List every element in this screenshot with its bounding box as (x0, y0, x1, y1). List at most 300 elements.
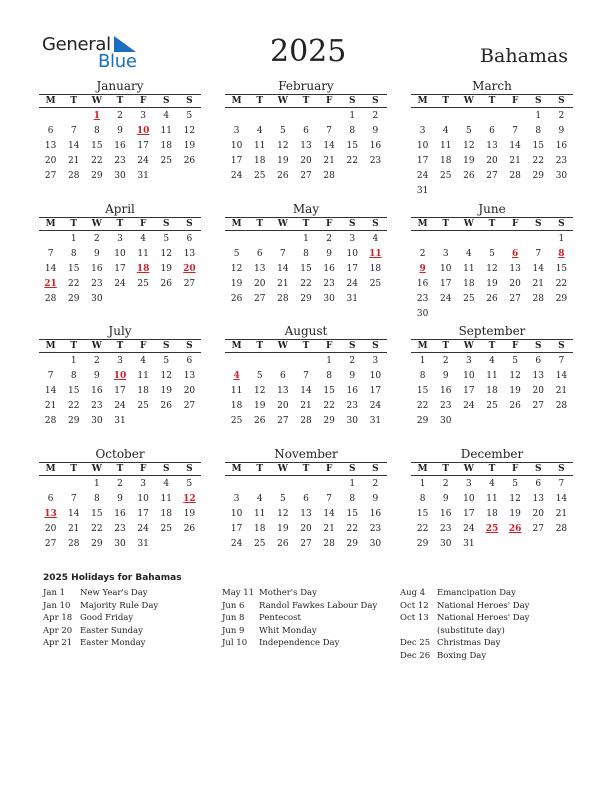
holiday-entry (43, 587, 213, 600)
holiday-date-cell: 11 (369, 248, 382, 259)
weekday-header: S (364, 340, 387, 353)
month-june (411, 202, 573, 321)
empty-cell (480, 231, 503, 247)
holiday-date-cell: 9 (419, 263, 426, 274)
empty-cell (457, 108, 480, 124)
empty-cell (318, 476, 341, 492)
empty-cell (39, 108, 62, 124)
date-cell: 15 (532, 140, 544, 151)
date-cell: 19 (160, 263, 172, 274)
date-cell: 26 (160, 400, 172, 411)
empty-cell (550, 183, 573, 198)
date-cell: 26 (486, 293, 498, 304)
week-row (39, 231, 201, 247)
holiday-entry (400, 600, 575, 613)
date-cell: 3 (140, 110, 146, 121)
date-cell: 5 (186, 110, 193, 121)
week-row (39, 353, 201, 369)
empty-cell (527, 231, 550, 247)
month-october (39, 447, 201, 551)
empty-cell (178, 168, 201, 183)
date-cell: 2 (558, 110, 565, 121)
date-cell: 1 (349, 478, 356, 489)
date-cell: 12 (509, 493, 521, 504)
holiday-entry (222, 625, 392, 638)
empty-cell (271, 231, 294, 247)
week-row (39, 413, 201, 428)
date-cell: 8 (303, 248, 309, 259)
date-cell: 14 (277, 263, 289, 274)
date-cell: 5 (256, 370, 263, 381)
week-row (411, 398, 573, 413)
date-cell: 24 (463, 523, 475, 534)
empty-cell (62, 108, 85, 124)
empty-cell (132, 291, 155, 306)
date-cell: 1 (326, 355, 332, 366)
date-cell: 15 (323, 385, 335, 396)
date-cell: 29 (416, 538, 429, 549)
week-row (225, 368, 387, 383)
date-cell: 22 (532, 155, 544, 166)
holiday-name: New Year's Day (80, 588, 148, 598)
date-cell: 25 (160, 523, 172, 534)
date-cell: 6 (535, 478, 542, 489)
date-cell: 9 (349, 370, 356, 381)
weekday-header: M (39, 218, 62, 231)
holiday-date-cell: 13 (44, 508, 57, 519)
date-cell: 19 (509, 508, 521, 519)
weekday-header: W (271, 340, 294, 353)
weekday-header: T (62, 340, 85, 353)
date-cell: 22 (91, 155, 103, 166)
date-cell: 20 (44, 155, 57, 166)
date-cell: 1 (558, 233, 565, 244)
date-cell: 7 (70, 493, 77, 504)
holiday-date-cell: 21 (44, 278, 57, 289)
empty-cell (480, 306, 503, 321)
date-cell: 13 (509, 263, 521, 274)
date-cell: 19 (253, 400, 266, 411)
date-cell: 5 (279, 493, 286, 504)
date-cell: 9 (117, 493, 123, 504)
date-cell: 27 (277, 415, 289, 426)
holiday-name: Randol Fawkes Labour Day (259, 600, 378, 611)
date-cell: 11 (439, 140, 452, 151)
date-cell: 27 (183, 278, 196, 289)
empty-cell (225, 353, 248, 369)
date-cell: 28 (277, 293, 289, 304)
date-cell: 18 (369, 263, 382, 274)
week-row (411, 261, 573, 276)
date-cell: 16 (323, 263, 335, 274)
date-cell: 2 (442, 355, 449, 366)
weekday-header: S (341, 218, 364, 231)
date-cell: 11 (137, 370, 149, 381)
generalblue-logo (42, 34, 142, 74)
holiday-date-cell: 1 (93, 110, 100, 121)
week-row (411, 413, 573, 428)
date-cell: 17 (230, 523, 243, 534)
weekday-header: F (132, 218, 155, 231)
date-cell: 8 (93, 125, 100, 136)
date-cell: 19 (277, 523, 289, 534)
date-cell: 7 (326, 493, 332, 504)
holiday-date: Jun 6 (222, 600, 245, 611)
month-title: July (108, 324, 132, 338)
empty-cell (294, 353, 317, 369)
date-cell: 3 (465, 478, 472, 489)
week-row (411, 506, 573, 521)
date-cell: 12 (486, 263, 498, 274)
date-cell: 16 (91, 263, 103, 274)
date-cell: 26 (509, 400, 521, 411)
empty-cell (271, 108, 294, 124)
holiday-date-cell: 8 (558, 248, 565, 259)
date-cell: 31 (369, 415, 382, 426)
date-cell: 4 (140, 355, 146, 366)
week-row (225, 231, 387, 247)
weekday-header: M (411, 218, 434, 231)
date-cell: 17 (463, 385, 475, 396)
date-cell: 29 (91, 538, 103, 549)
week-row (411, 108, 573, 124)
weekday-header: F (318, 95, 341, 108)
holiday-date: Apr 18 (43, 613, 73, 623)
date-cell: 10 (230, 140, 243, 151)
holiday-date-cell: 12 (183, 493, 196, 504)
weekday-header: S (178, 95, 201, 108)
weekday-header: M (411, 340, 434, 353)
weekday-header: T (480, 463, 503, 476)
date-cell: 14 (323, 140, 335, 151)
date-cell: 13 (532, 493, 544, 504)
date-cell: 16 (114, 140, 126, 151)
date-cell: 27 (532, 400, 544, 411)
date-cell: 30 (323, 293, 335, 304)
date-cell: 25 (253, 170, 266, 181)
empty-cell (341, 168, 364, 183)
date-cell: 29 (346, 538, 358, 549)
weekday-header: T (480, 218, 503, 231)
date-cell: 31 (416, 185, 429, 196)
date-cell: 14 (532, 263, 544, 274)
holiday-name: Pentecost (259, 613, 301, 623)
month-november (225, 447, 387, 551)
empty-cell (480, 183, 503, 198)
date-cell: 26 (277, 170, 289, 181)
date-cell: 25 (253, 538, 266, 549)
week-row (225, 168, 387, 183)
date-cell: 19 (230, 278, 243, 289)
weekday-header: T (294, 95, 317, 108)
date-cell: 21 (300, 400, 312, 411)
holiday-date: May 11 (222, 588, 255, 598)
holiday-entry (400, 612, 575, 637)
empty-cell (480, 108, 503, 124)
date-cell: 17 (114, 385, 126, 396)
date-cell: 21 (277, 278, 289, 289)
date-cell: 22 (346, 523, 358, 534)
week-row (411, 353, 573, 369)
date-cell: 6 (256, 248, 263, 259)
date-cell: 12 (277, 508, 289, 519)
date-cell: 28 (555, 523, 568, 534)
holiday-date-cell: 18 (136, 263, 150, 274)
date-cell: 23 (91, 400, 103, 411)
week-row (39, 276, 201, 291)
date-cell: 6 (47, 493, 54, 504)
date-cell: 5 (163, 355, 170, 366)
date-cell: 20 (183, 385, 196, 396)
weekday-header: T (108, 218, 131, 231)
date-cell: 25 (230, 415, 243, 426)
empty-cell (225, 108, 248, 124)
weekday-header: T (248, 218, 271, 231)
date-cell: 30 (369, 538, 382, 549)
date-cell: 24 (114, 278, 126, 289)
date-cell: 1 (303, 233, 309, 244)
empty-cell (178, 536, 201, 551)
weekday-header: M (411, 95, 434, 108)
empty-cell (132, 413, 155, 428)
weekday-header: W (457, 95, 480, 108)
date-cell: 27 (253, 293, 266, 304)
date-cell: 25 (137, 278, 149, 289)
month-title: August (284, 324, 328, 338)
date-cell: 14 (509, 140, 521, 151)
date-cell: 12 (183, 125, 196, 136)
week-row (225, 123, 387, 138)
weekday-header: W (457, 218, 480, 231)
date-cell: 19 (183, 508, 196, 519)
weekday-header: M (225, 340, 248, 353)
date-cell: 20 (300, 523, 312, 534)
holiday-name: Mother's Day (259, 588, 317, 598)
week-row (225, 521, 387, 536)
week-row (39, 506, 201, 521)
date-cell: 30 (346, 415, 358, 426)
weekday-header: S (364, 218, 387, 231)
date-cell: 13 (277, 385, 289, 396)
week-row (225, 398, 387, 413)
empty-cell (504, 536, 527, 551)
holiday-date-cell: 26 (508, 523, 522, 534)
empty-cell (457, 413, 480, 428)
date-cell: 24 (416, 170, 429, 181)
date-cell: 4 (372, 233, 379, 244)
date-cell: 8 (70, 248, 77, 259)
month-march (411, 79, 573, 198)
date-cell: 20 (509, 278, 521, 289)
date-cell: 30 (416, 308, 429, 319)
date-cell: 25 (137, 400, 149, 411)
logo-triangle-icon (114, 36, 138, 52)
empty-cell (550, 536, 573, 551)
week-row (39, 521, 201, 536)
date-cell: 7 (47, 370, 54, 381)
empty-cell (457, 231, 480, 247)
date-cell: 12 (160, 370, 172, 381)
month-april (39, 202, 201, 306)
date-cell: 4 (465, 248, 472, 259)
empty-cell (527, 413, 550, 428)
date-cell: 31 (137, 170, 149, 181)
weekday-header: S (341, 340, 364, 353)
weekday-header: W (271, 463, 294, 476)
empty-cell (550, 413, 573, 428)
weekday-header: S (550, 218, 573, 231)
date-cell: 15 (91, 508, 103, 519)
weekday-header: T (108, 463, 131, 476)
date-cell: 15 (346, 508, 358, 519)
empty-cell (248, 353, 271, 369)
date-cell: 11 (160, 493, 172, 504)
week-row (411, 168, 573, 183)
date-cell: 28 (44, 293, 57, 304)
date-cell: 24 (346, 278, 358, 289)
empty-cell (550, 306, 573, 321)
date-cell: 25 (369, 278, 382, 289)
date-cell: 28 (555, 400, 568, 411)
weekday-header: S (155, 340, 178, 353)
date-cell: 15 (416, 508, 429, 519)
date-cell: 17 (346, 263, 358, 274)
weekday-header: M (39, 340, 62, 353)
month-title: March (472, 79, 512, 93)
date-cell: 7 (70, 125, 77, 136)
empty-cell (504, 231, 527, 247)
date-cell: 15 (67, 385, 80, 396)
date-cell: 4 (489, 355, 495, 366)
week-row (39, 123, 201, 138)
date-cell: 27 (509, 293, 521, 304)
date-cell: 19 (183, 140, 196, 151)
date-cell: 17 (137, 140, 149, 151)
date-cell: 15 (416, 385, 429, 396)
date-cell: 21 (67, 155, 80, 166)
weekday-header: F (504, 340, 527, 353)
weekday-header: M (411, 463, 434, 476)
date-cell: 26 (230, 293, 243, 304)
weekday-header: T (108, 340, 131, 353)
date-cell: 13 (532, 370, 544, 381)
empty-cell (62, 476, 85, 492)
date-cell: 9 (442, 493, 449, 504)
date-cell: 23 (323, 278, 335, 289)
holiday-name: Boxing Day (437, 650, 487, 661)
weekday-header: T (434, 340, 457, 353)
date-cell: 25 (439, 170, 452, 181)
weekday-header: T (248, 95, 271, 108)
month-august (225, 324, 387, 428)
date-cell: 5 (465, 125, 472, 136)
date-cell: 21 (67, 523, 80, 534)
date-cell: 24 (369, 400, 382, 411)
week-row (39, 536, 201, 551)
empty-cell (480, 536, 503, 551)
date-cell: 16 (439, 385, 452, 396)
date-cell: 31 (114, 415, 126, 426)
date-cell: 15 (91, 140, 103, 151)
month-title: September (458, 324, 526, 338)
empty-cell (411, 108, 434, 124)
holiday-column (43, 587, 213, 650)
weekday-header: F (132, 95, 155, 108)
date-cell: 11 (160, 125, 172, 136)
date-cell: 31 (463, 538, 475, 549)
weekday-header: W (85, 218, 108, 231)
date-cell: 5 (163, 233, 170, 244)
date-cell: 10 (346, 248, 358, 259)
holiday-name: Good Friday (80, 613, 134, 623)
date-cell: 29 (532, 170, 544, 181)
date-cell: 3 (442, 248, 449, 259)
weekday-header: T (108, 95, 131, 108)
date-cell: 6 (303, 125, 309, 136)
date-cell: 20 (44, 523, 57, 534)
holiday-date: Dec 25 (400, 638, 431, 648)
date-cell: 9 (93, 248, 100, 259)
date-cell: 18 (230, 400, 243, 411)
date-cell: 9 (372, 125, 379, 136)
date-cell: 23 (346, 400, 358, 411)
week-row (39, 398, 201, 413)
date-cell: 13 (183, 370, 196, 381)
date-cell: 23 (439, 523, 452, 534)
date-cell: 7 (535, 248, 542, 259)
holiday-date: Jun 8 (222, 613, 245, 623)
month-december (411, 447, 573, 551)
date-cell: 16 (555, 140, 568, 151)
weekday-header: S (527, 340, 550, 353)
weekday-header: M (225, 463, 248, 476)
date-cell: 5 (233, 248, 240, 259)
date-cell: 10 (137, 493, 149, 504)
holiday-date: Oct 12 (400, 600, 429, 611)
date-cell: 23 (439, 400, 452, 411)
week-row (411, 368, 573, 383)
date-cell: 10 (439, 263, 452, 274)
date-cell: 30 (439, 415, 452, 426)
week-row (225, 353, 387, 369)
date-cell: 22 (91, 523, 103, 534)
empty-cell (155, 291, 178, 306)
week-row (39, 138, 201, 153)
date-cell: 4 (489, 478, 495, 489)
date-cell: 3 (233, 125, 240, 136)
weekday-header: F (318, 218, 341, 231)
weekday-header: T (294, 463, 317, 476)
week-row (411, 383, 573, 398)
holiday-entry (43, 637, 213, 650)
holiday-date: Oct 13 (400, 613, 429, 623)
holiday-name: Christmas Day (437, 638, 501, 648)
date-cell: 23 (114, 523, 126, 534)
date-cell: 26 (160, 278, 172, 289)
holiday-date: Jan 10 (43, 600, 71, 611)
date-cell: 10 (463, 493, 475, 504)
date-cell: 8 (349, 493, 356, 504)
holiday-date: Dec 26 (400, 650, 431, 661)
date-cell: 1 (419, 355, 426, 366)
empty-cell (108, 291, 131, 306)
date-cell: 2 (117, 110, 123, 121)
month-title: January (96, 79, 144, 93)
date-cell: 20 (532, 508, 544, 519)
date-cell: 19 (509, 385, 521, 396)
week-row (411, 138, 573, 153)
date-cell: 28 (67, 170, 80, 181)
